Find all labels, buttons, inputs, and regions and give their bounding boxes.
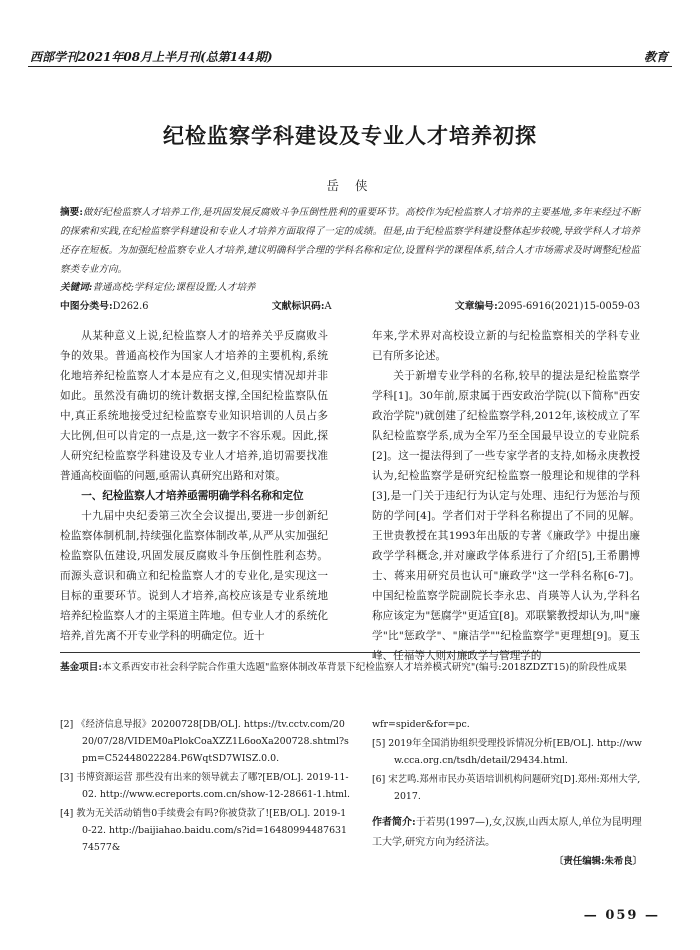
references-right <box>372 716 642 870</box>
reference-item: [6] 宋艺鸣.郑州市民办英语培训机构问题研究[D].郑州:郑州大学,2017. <box>372 774 641 802</box>
reference-item: [5] 2019年全国消协组织受理投诉情况分析[EB/OL]. http://www.cca.org.cn/tsdh/detail/29434.html. <box>372 738 642 766</box>
body-left-column <box>60 326 328 646</box>
keywords-text: 普通高校;学科定位;课程设置;人才培养 <box>92 282 256 293</box>
reference-item: [3] 书博资源运营 那些没有出来的领导就去了哪?[EB/OL]. 2019-11-02. http://www.ecreports.com.cn/show-12-28661-1.html. <box>60 772 350 800</box>
article-number: 文章编号:2095-6916(2021)15-0059-03 <box>454 301 640 312</box>
keywords-label: 关键词: <box>60 282 93 293</box>
fund-label: 基金项目: <box>60 662 102 673</box>
header-divider <box>28 66 672 67</box>
responsible-editor: 〔责任编辑:朱希良〕 <box>554 856 642 867</box>
page-number: — 059 — <box>583 908 660 923</box>
section-heading: 一、纪检监察人才培养亟需明确学科名称和定位 <box>81 490 304 502</box>
abstract <box>60 203 640 279</box>
references-left <box>60 716 350 858</box>
body-paragraph: 关于新增专业学科的名称,较早的提法是纪检监察学学科[1]。30年前,原隶属于西安政治学院(以下简称"西安政治学院")就创建了纪检监察学科,2012年,该校成立了军队纪检监察学系,成为全军乃至全国最早设立的专业院系[2]。这一提法得到了一些专家学者的支持,如杨永庚教授认为,纪检监察学是研究纪检监察一般理论和规律的学科[3],是一门关于违纪行为认定与处理、违纪行为惩治与预防的学问[4]。学者们对于学科名称提出了不同的见解。王世贵教授在其1993年出版的专著《廉政学》中提出廉政学学科概念,并对廉政学体系进行了介绍[5],王希鹏博士、蒋来用研究员也认可"廉政学"这一学科名称[6-7]。中国纪检监察学院副院长李永忠、肖瑛等人认为,学科名称应该定为"惩腐学"更适宜[8]。邓联繁教授却认为,叫"廉学"比"惩政学"、"廉洁学""纪检监察学"更理想[9]。夏玉峰、任福等人则对廉政学与管理学的 <box>372 370 640 662</box>
document-code: 文献标识码:A <box>271 301 332 312</box>
fund-text: 本文系西安市社会科学院合作重大选题"监察体制改革背景下纪检监察人才培养模式研究"(编号:2018ZDZT15)的阶段性成果 <box>101 662 627 673</box>
abstract-text: 做好纪检监察人才培养工作,是巩固发展反腐败斗争压倒性胜利的重要环节。高校作为纪检监察人才培养的主要基地,多年来经过不断的探索和实践,在纪检监察学科建设和专业人才培养方面取得了一定的成绩。但是,由于纪检监察学科建设整体起步较晚,导致学科人才培养还存在短板。为加强纪检监察专业人才培养,建议明确科学合理的学科名称和定位,设置科学的课程体系,结合人才市场需求及时调整纪检监察类专业方向。 <box>60 207 640 275</box>
reference-item: [4] 教为无关活动销售0手续费会有吗?你被贷款了![EB/OL]. 2019-10-22. http://baijiahao.baidu.com/s?id=1648099448763174577& <box>60 808 347 853</box>
author-bio <box>372 813 642 853</box>
body-paragraph: 从某种意义上说,纪检监察人才的培养关乎反腐败斗争的效果。普通高校作为国家人才培养的主要机构,系统化地培养纪检监察人才本是应有之义,但现实情况却并非如此。虽然没有确切的统计数据支撑,全国纪检监察队伍中,真正系统地接受过纪检监察专业知识培训的人员占多大比例,但可以肯定的一点是,这一数字不容乐观。因此,探人研究纪检监察学科建设及专业人才培养,追切需要找准普通高校面临的问题,亟需认真研究出路和对策。 <box>60 330 328 482</box>
author-name: 岳 侠 <box>326 178 374 193</box>
reference-item: wfr=spider&for=pc. <box>372 719 470 730</box>
classification-row <box>60 298 640 312</box>
body-paragraph: 年来,学术界对高校设立新的与纪检监察相关的学科专业已有所多论述。 <box>372 330 640 362</box>
journal-header: 西部学刊2021年08月上半月刊(总第144期) <box>30 50 273 64</box>
clc-number: 中图分类号:D262.6 <box>60 301 149 312</box>
fund-note <box>60 658 640 677</box>
body-paragraph: 十九届中央纪委第三次全会议提出,要进一步创新纪检监察体制机制,持续强化监察体制改革,从严从实加强纪检监察队伍建设,巩固发展反腐败斗争压倒性胜利态势。而源头意识和确立和纪检监察人才的专业化,是实现这一目标的重要环节。说到人才培养,高校应该是专业系统地培养纪检监察人才的主渠道主阵地。但专业人才的系统化培养,首先离不开专业学科的明确定位。近十 <box>60 510 328 642</box>
bio-text: 于若男(1997—),女,汉族,山西太原人,单位为昆明理工大学,研究方向为经济法。 <box>372 817 642 848</box>
body-right-column <box>372 326 640 666</box>
footnote-divider <box>60 652 640 653</box>
bio-label: 作者简介: <box>372 817 416 828</box>
keywords <box>60 279 640 293</box>
section-label: 教育 <box>643 50 668 64</box>
abstract-label: 摘要: <box>60 207 83 218</box>
article-title: 纪检监察学科建设及专业人才培养初探 <box>163 123 537 148</box>
reference-item: [2] 《经济信息导报》20200728[DB/OL]. https://tv.cctv.com/2020/07/28/VIDEM0aPlokCoaXZZ1L6ooXa200728.shtml?spm=C52448022284.P6WqtSD7WISZ.0.0. <box>60 719 349 764</box>
